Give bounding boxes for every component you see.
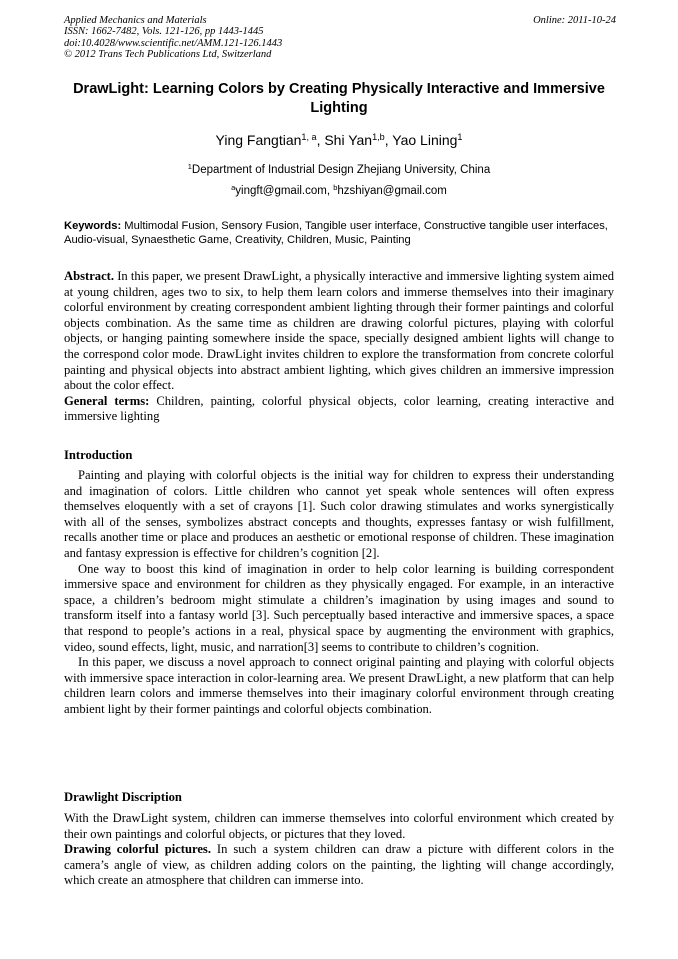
affiliation: $^1$Department of Industrial Design Zhejiang University, China [187,161,491,176]
abstract-paragraph: Abstract. In this paper, we present DrawLight, a physically interactive and immersive lighting system aimed at young children, ages two to six, to help them learn colors and immerse themselves into their imaginary colorful environment by creating correspondent ambient lighting through their former paintings and colorful objects combination. As the same time as children are drawing colorful pictures, playing with colorful objects, or hanging painting somewhere inside the space, specially designed ambient lights will change to the correspond color mode. DrawLight invites children to explore the transformation from concrete colorful painting and physical objects into abstract ambient lighting, which gives children an immersive impression about the color effect. [64,269,614,393]
keywords-label: Keywords: [64,220,122,232]
body-paragraph: With the DrawLight system, children can immerse themselves into colorful environment which created by their own paintings and colorful objects, or pictures that they loved. [64,811,614,841]
email-address: hzshiyan@gmail.com [337,185,447,197]
discription-heading: Drawlight Discription [64,790,182,804]
author-name: Yao Lining [392,132,458,148]
author-name: Shi Yan [324,132,373,148]
paper-title: DrawLight: Learning Colors by Creating Physically Interactive and Immersive Lighting [73,81,605,116]
journal-name: Applied Mechanics and Materials [64,15,207,26]
introduction-section [64,468,614,718]
journal-header [64,15,616,60]
body-paragraph: Painting and playing with colorful objects is the initial way for children to express their understanding and imagination of colors. Little children who cannot yet speak whole sentences will often express themselves eloquently with a set of crayons [1]. Such color drawing stimulates and works synergistically with all of the senses, symbolizes abstract concepts and thoughts, expresses fantasy or wish fulfillment, recalls another time or place and produces an aesthetic or emotional response of children. These imagination and fantasy expression is effective for children’s cognition [2]. [64,468,614,560]
author-affiliation-mark: 1 [457,132,463,142]
introduction-heading: Introduction [64,448,133,462]
doi-line: doi:10.4028/www.scientific.net/AMM.121-126.1443 [64,37,283,49]
email-address: yingft@gmail.com [235,185,327,197]
author-list: Ying Fangtian$^{1, a}$, Shi Yan$^{1,b}$, Yao Lining$^1$ [215,132,463,148]
subsection-label: Drawing colorful pictures. [64,842,211,857]
body-paragraph: Drawing colorful pictures. In such a system children can draw a picture with different colors in the camera’s angle of view, as children adding colors on the painting, the lighting will change accordingly, which create an atmosphere that children can immerse into. [64,842,614,888]
author-name: Ying Fangtian [215,132,302,148]
author-affiliation-mark: 1, a [301,132,317,142]
online-date: Online: 2011-10-24 [533,15,616,26]
keywords-text: Multimodal Fusion, Sensory Fusion, Tangible user interface, Constructive tangible user interfaces, Audio-visual, Synaesthetic Game, Creativity, Children, Music, Painting [64,220,608,246]
abstract-section [64,269,614,425]
copyright-line: © 2012 Trans Tech Publications Ltd, Switzerland [64,48,272,60]
discription-section [64,811,614,889]
keywords-block [64,219,614,247]
author-emails: $^a$yingft@gmail.com, $^b$hzshiyan@gmail.com [231,182,447,197]
body-paragraph: One way to boost this kind of imagination in order to help color learning is building correspondent immersive space and environment for children as they physically engaged. For example, in an interactive space, a children’s bedroom might stimulate a children’s imagination by using images and sound to transform itself into a fantasy world [3]. Such perceptually based interactive and immersive spaces, a space that respond to people’s actions in a real, physical space by augmenting the environment with graphics, video, sound effects, light, music, and narration[3] seems to contribute to children’s cognition. [64,561,614,654]
abstract-label: Abstract. [64,269,115,283]
general-terms-label: General terms: [64,393,150,408]
author-affiliation-mark: 1,b [372,132,385,142]
issn-line: ISSN: 1662-7482, Vols. 121-126, pp 1443-1445 [64,26,264,38]
general-terms-paragraph: General terms: Children, painting, colorful physical objects, color learning, creating interactive and immersive lighting [64,393,614,424]
body-paragraph: In this paper, we discuss a novel approach to connect original painting and playing with colorful objects with immersive space interaction in color-learning area. We present DrawLight, a new platform that can help children learn colors and immerse themselves into their imaginary colorful environment through creating ambient light by their former paintings and colorful objects combination. [64,655,614,716]
